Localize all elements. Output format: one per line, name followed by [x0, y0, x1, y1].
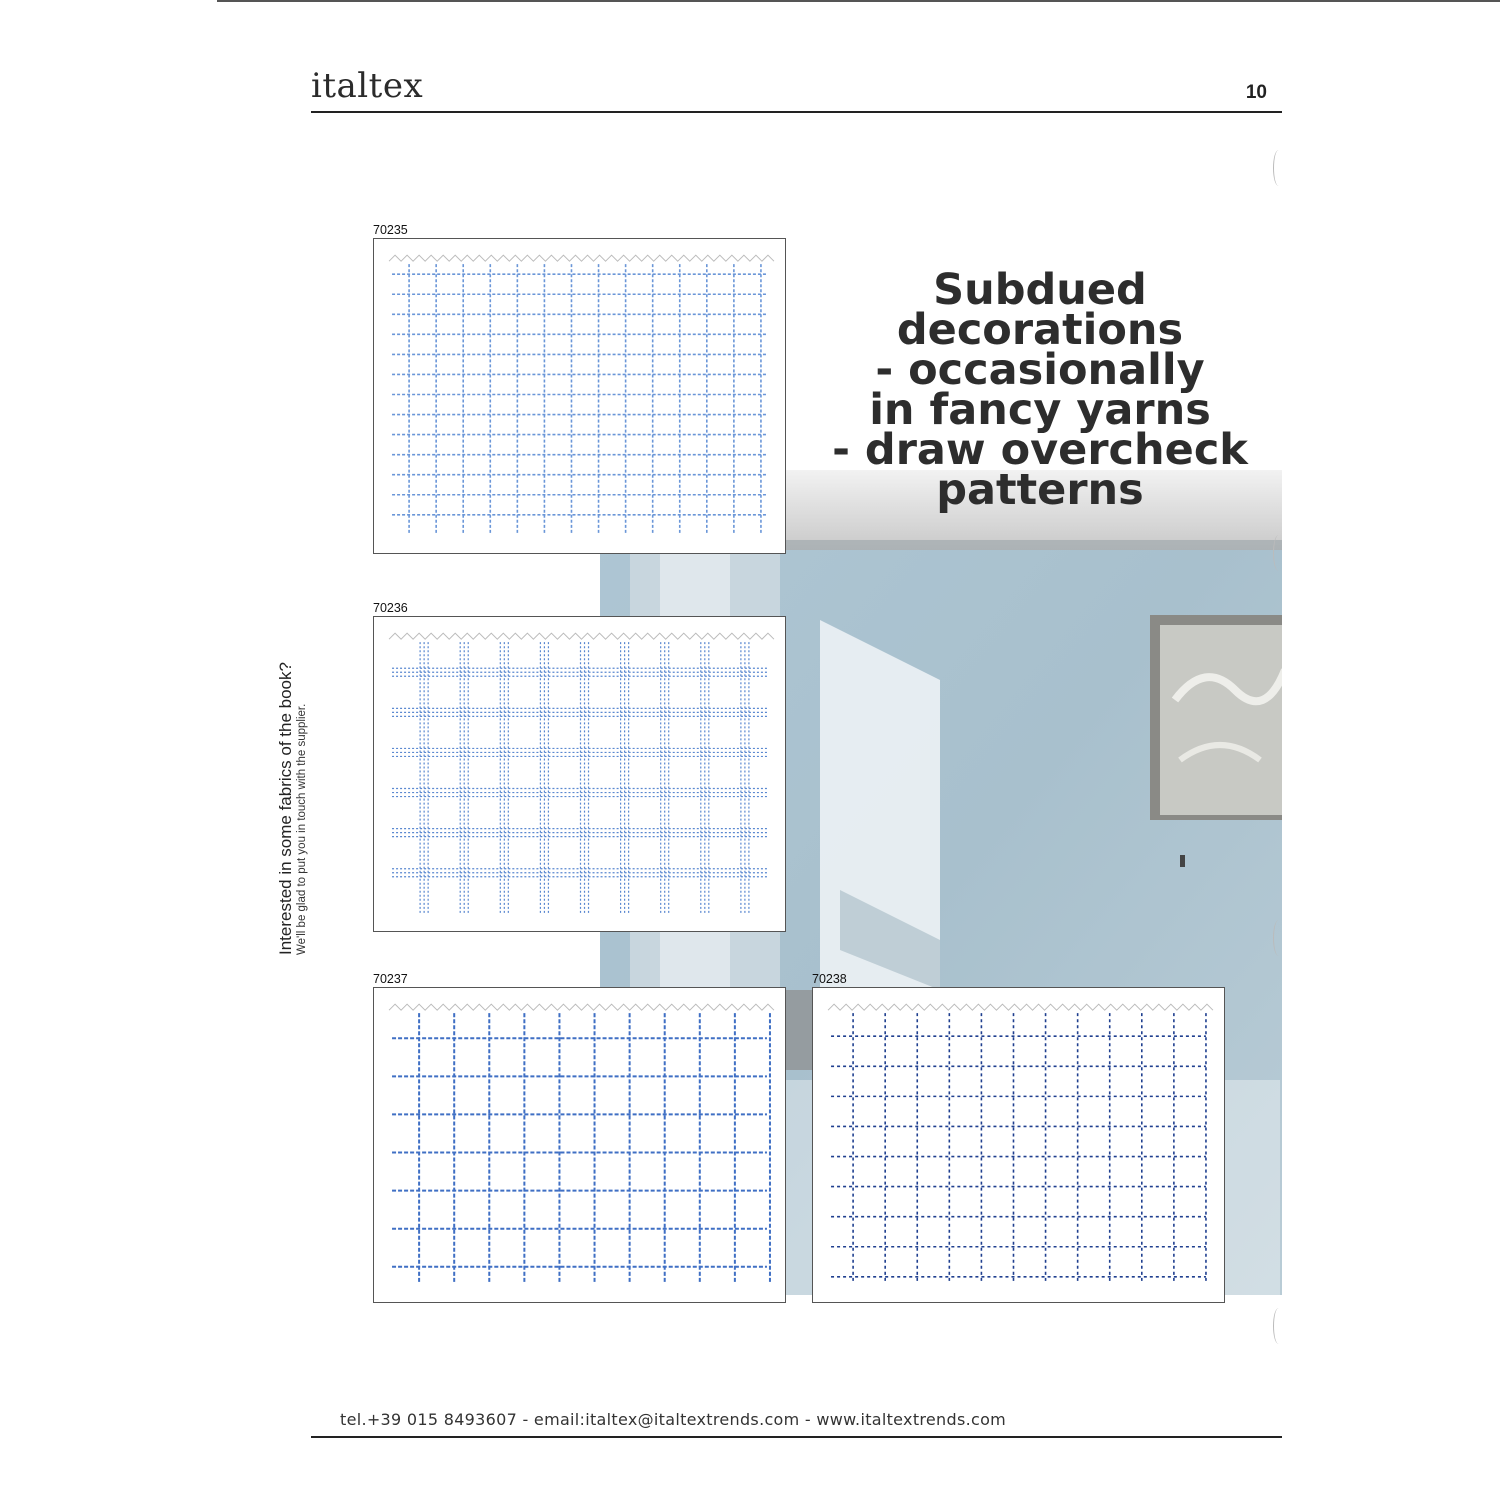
swatch-code: 70235 — [373, 223, 408, 237]
headline-line: in fancy yarns — [869, 385, 1211, 435]
swatch-code: 70237 — [373, 972, 408, 986]
check-pattern — [374, 239, 785, 553]
headline — [800, 265, 1280, 515]
fabric-swatch — [812, 987, 1225, 1303]
binder-hole — [1273, 535, 1284, 571]
headline-line: Subdued — [933, 265, 1147, 315]
side-note-title: Interested in some fabrics of the book? — [276, 662, 295, 955]
side-note — [276, 662, 309, 955]
pinked-edge — [389, 633, 774, 639]
brand-logo: italtex — [311, 66, 424, 106]
swatch-code: 70236 — [373, 601, 408, 615]
headline-line: - draw overcheck — [832, 425, 1248, 475]
fabric-swatch — [373, 616, 786, 932]
headline-line: decorations — [896, 305, 1184, 355]
swatch-code: 70238 — [812, 972, 847, 986]
fabric-swatch — [373, 987, 786, 1303]
header-divider — [311, 111, 1282, 113]
headline-line: patterns — [936, 465, 1144, 515]
binder-hole — [1273, 150, 1284, 186]
check-pattern — [813, 988, 1224, 1302]
pinked-edge — [389, 255, 774, 261]
page-number: 10 — [1245, 82, 1267, 103]
scan-edge — [217, 0, 1500, 2]
pinked-edge — [828, 1004, 1213, 1010]
pinked-edge — [389, 1004, 774, 1010]
check-pattern — [374, 988, 785, 1302]
fabric-swatch — [373, 238, 786, 554]
side-note-subtitle: We'll be glad to put you in touch with the supplier. — [296, 703, 308, 955]
check-pattern — [374, 617, 785, 931]
footer-divider — [311, 1436, 1282, 1438]
binder-hole — [1273, 920, 1284, 956]
headline-line: - occasionally — [875, 345, 1205, 395]
footer-contact: tel.+39 015 8493607 - email:italtex@italtextrends.com - www.italtextrends.com — [340, 1410, 1007, 1429]
binder-hole — [1273, 1308, 1284, 1344]
